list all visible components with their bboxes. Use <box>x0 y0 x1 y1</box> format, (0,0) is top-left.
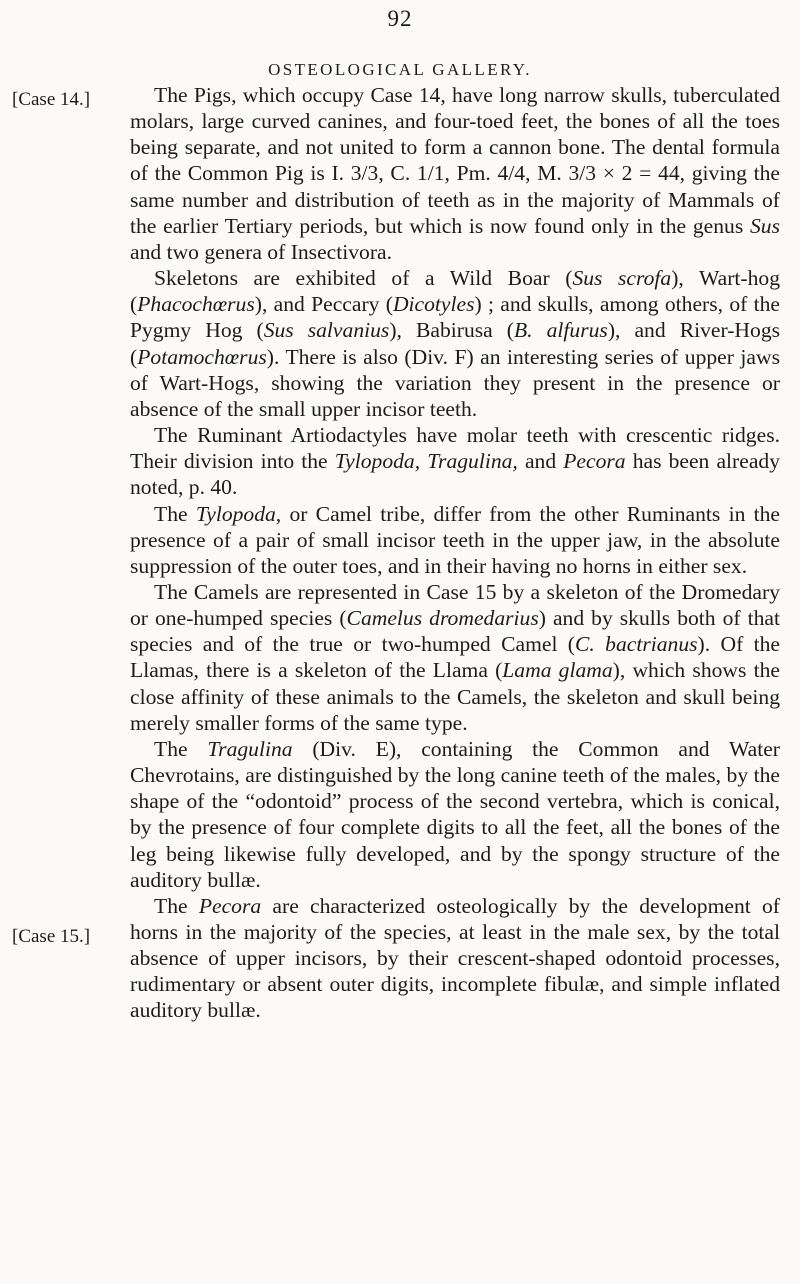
italic-taxon: Sus <box>750 213 780 238</box>
text-run: ) and by skulls both of that species and of the true or two-humped Camel ( <box>130 606 780 657</box>
paragraph-camels <box>130 579 780 736</box>
text-run: , M. <box>525 161 569 186</box>
italic-taxon: Pecora <box>198 893 262 918</box>
italic-taxon: B. alfurus <box>513 318 608 343</box>
italic-taxon: Phacochœrus <box>137 292 255 317</box>
paragraph-tragulina <box>130 736 780 893</box>
text-run: ) ; and skulls, among others, of the Pygmy Hog ( <box>130 292 780 343</box>
text-run: The <box>154 736 208 761</box>
text-run: × 2 = 44, giving the same number and distribution of teeth as in the majority of Mammals of the earlier Tertiary periods, but which is now found only in the genus <box>130 161 780 238</box>
paragraph-skeletons <box>130 265 780 422</box>
text-run: or Camel tribe, differ from the other Ruminants in the presence of a pair of small incisor teeth in the upper jaw, in the absolute suppression of the outer toes, and in their having no horns in either sex. <box>130 501 780 578</box>
text-run: ). There is also (Div. F) an interesting series of upper jaws of Wart-Hogs, showing the variation they present in the presence or absence of the small upper incisor teeth. <box>130 344 780 421</box>
text-run: Skeletons are exhibited of a Wild Boar ( <box>154 266 573 291</box>
paragraph-tylopoda <box>130 501 780 579</box>
paragraph-pigs <box>130 82 780 265</box>
italic-taxon: Lama glama <box>502 658 613 683</box>
fraction: 4/4 <box>497 161 526 186</box>
margin-note-case-15: [Case 15.] <box>12 926 91 947</box>
text-run: ), Babirusa ( <box>389 318 514 343</box>
text-run: The <box>154 501 196 526</box>
italic-taxon: Pecora <box>563 449 626 474</box>
margin-note-case-14: [Case 14.] <box>12 89 91 110</box>
italic-taxon: Tylopoda, <box>195 501 282 526</box>
page-number: 92 <box>387 6 413 31</box>
text-run: , Pm. <box>444 161 498 186</box>
text-run: has been already noted, p. 40. <box>130 449 780 500</box>
text-run: ). Of the Llamas, there is a skeleton of the Llama ( <box>130 632 780 683</box>
text-run: ), Wart-hog ( <box>130 266 780 317</box>
text-run: ), and Peccary ( <box>254 292 393 317</box>
body-text <box>130 82 780 1024</box>
text-run: and <box>517 449 564 474</box>
italic-taxon: Sus scrofa <box>572 266 672 291</box>
fraction: 3/3 <box>568 161 597 186</box>
paragraph-ruminants <box>130 422 780 500</box>
text-run: are characterized osteologically by the development of horns in the majority of the species, at least in the male sex, by the total absence of upper incisors, by their crescent-shaped odontoid processes, rudimentary or absent outer digits, incomplete fibulæ, and simple inflated auditory bullæ. <box>130 893 780 1023</box>
italic-taxon: C. bactrianus <box>575 632 698 657</box>
text-run: The <box>154 893 199 918</box>
text-run: , C. <box>378 161 417 186</box>
italic-taxon: Tylopoda, Tragulina, <box>334 449 518 474</box>
text-run: The Ruminant Artiodactyles have molar teeth with crescentic ridges. Their division into the <box>130 423 780 474</box>
paragraph-pecora <box>130 893 780 1024</box>
text-run: ), which shows the close affinity of these animals to the Camels, the skeleton and skull being merely smaller forms of the same type. <box>130 658 780 735</box>
text-run: The Camels are represented in Case 15 by a skeleton of the Dromedary or one-humped species ( <box>130 579 780 631</box>
italic-taxon: Potamochœrus <box>137 344 267 369</box>
text-run: (Div. E), containing the Common and Water Chevrotains, are distinguished by the long canine teeth of the males, by the shape of the “odontoid” process of the second vertebra, which is conical, by the presence of four complete digits to all the feet, all the bones of the leg being likewise fully developed, and by the spongy structure of the auditory bullæ. <box>130 736 780 892</box>
running-head: OSTEOLOGICAL GALLERY. <box>268 60 532 79</box>
italic-taxon: Camelus dromedarius <box>346 606 539 631</box>
italic-taxon: Dicotyles <box>392 292 475 317</box>
text-run: ), and River-Hogs ( <box>130 318 781 369</box>
fraction: 1/1 <box>416 161 445 186</box>
italic-taxon: Tragulina <box>207 736 293 761</box>
italic-taxon: Sus salvanius <box>263 318 390 343</box>
fraction: 3/3 <box>350 161 379 186</box>
text-run: and two genera of Insectivora. <box>130 239 393 264</box>
text-run: The Pigs, which occupy Case 14, have long narrow skulls, tuberculated molars, large curved canines, and four-toed feet, the bones of all the toes being separate, and not united to form a cannon bone. The dental formula of the Common Pig is I. <box>130 83 780 186</box>
